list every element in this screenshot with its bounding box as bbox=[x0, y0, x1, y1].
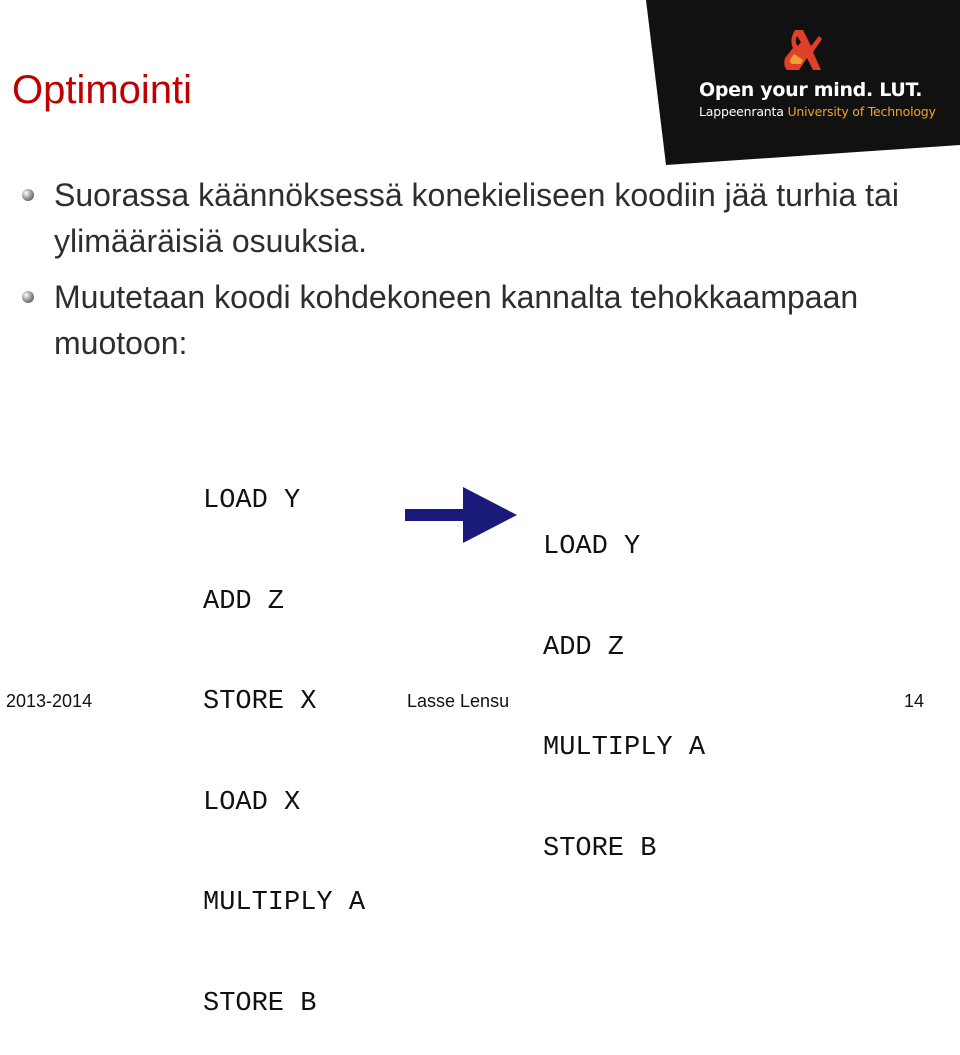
logo-university: University of Technology bbox=[787, 104, 936, 119]
bullet-text: Suorassa käännöksessä konekieliseen koodiin jää turhia tai ylimääräisiä osuuksia. bbox=[54, 177, 899, 259]
code-line: MULTIPLY A bbox=[543, 733, 706, 763]
bullet-list bbox=[22, 172, 902, 376]
page-number: 14 bbox=[904, 691, 925, 711]
right-arrow-icon bbox=[405, 487, 517, 543]
slide-title: Optimointi bbox=[12, 68, 193, 112]
code-line: STORE X bbox=[203, 687, 317, 717]
lut-logo bbox=[646, 0, 960, 165]
logo-tagline: Open your mind. LUT. bbox=[699, 79, 923, 101]
code-line: LOAD Y bbox=[203, 486, 301, 516]
code-line: ADD Z bbox=[203, 586, 285, 617]
code-line: STORE B bbox=[543, 833, 657, 864]
code-line: ADD Z bbox=[543, 632, 625, 663]
bullet-icon bbox=[22, 189, 34, 201]
footer-date: 2013-2014 bbox=[6, 691, 93, 711]
bullet-item bbox=[22, 172, 902, 264]
bullet-text: Muutetaan koodi kohdekoneen kannalta tehokkaampaan muotoon: bbox=[54, 279, 859, 361]
footer-author: Lasse Lensu bbox=[407, 691, 510, 711]
code-after bbox=[543, 464, 705, 900]
code-line: LOAD X bbox=[203, 787, 301, 818]
code-before bbox=[203, 418, 365, 1055]
code-line: STORE B bbox=[203, 988, 317, 1019]
bullet-item bbox=[22, 274, 902, 366]
ampersand-logo-icon bbox=[781, 26, 823, 74]
logo-place: Lappeenranta bbox=[699, 104, 784, 119]
code-line: MULTIPLY A bbox=[203, 888, 366, 918]
logo-subtitle bbox=[699, 104, 936, 119]
code-line: LOAD Y bbox=[543, 532, 641, 562]
bullet-icon bbox=[22, 291, 34, 303]
